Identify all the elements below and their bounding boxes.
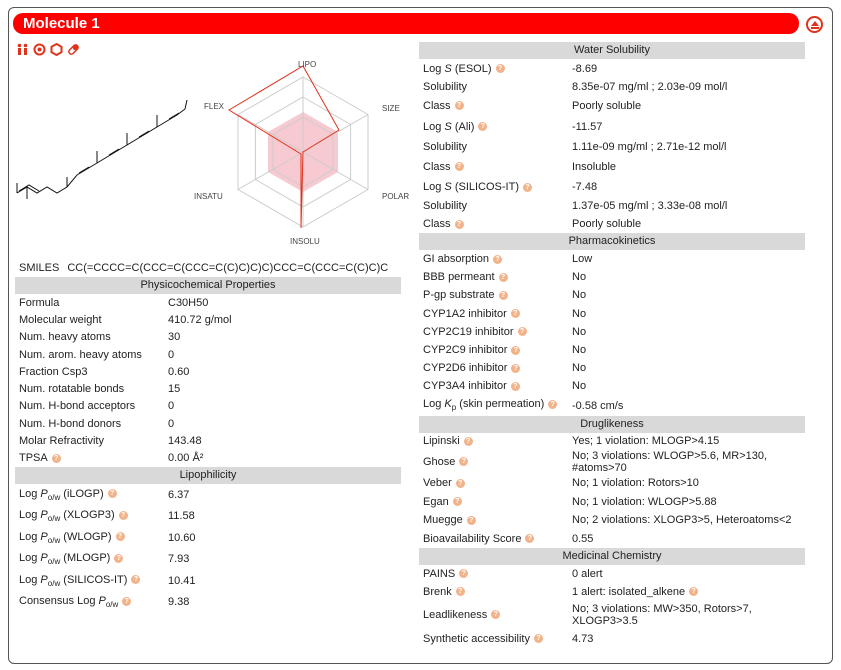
table-row [15, 311, 401, 328]
kp-label: Log $K_p$ (skin permeation) [423, 398, 545, 413]
row-value: 1 alert: isolated_alkene ? [569, 586, 805, 598]
table-row [419, 474, 805, 493]
table-row [15, 505, 401, 527]
table-row [15, 432, 401, 449]
row-value: Yes; 1 violation: MLOGP>4.15 [572, 435, 720, 447]
radar-label-flex: FLEX [204, 102, 225, 111]
table-row [419, 197, 805, 215]
row-label: Num. heavy atoms [19, 331, 111, 344]
left-column [15, 277, 401, 613]
help-icon[interactable]: ? [116, 532, 125, 541]
collapse-icon[interactable] [806, 16, 823, 33]
table-row [419, 156, 805, 177]
table-row [419, 96, 805, 115]
row-label: Synthetic accessibility ? [419, 633, 569, 645]
medchem-header: Medicinal Chemistry [419, 548, 805, 565]
row-label: BBB permeant ? [419, 271, 569, 283]
radar-label-insatu: INSATU [194, 192, 223, 201]
row-label: Num. rotatable bonds [19, 383, 125, 396]
table-row [15, 548, 401, 570]
people-icon[interactable] [16, 43, 29, 56]
row-value: No [572, 289, 587, 302]
help-icon[interactable]: ? [523, 183, 532, 192]
table-row [15, 398, 401, 415]
help-icon[interactable]: ? [534, 634, 543, 643]
row-label: Num. H-bond acceptors [19, 400, 136, 413]
row-value: 15 [168, 383, 181, 396]
help-icon[interactable]: ? [525, 534, 534, 543]
row-label: Muegge ? [419, 514, 569, 526]
row-value: No [572, 362, 587, 375]
row-label: Solubility [423, 200, 468, 212]
help-icon[interactable]: ? [511, 309, 520, 318]
table-row [419, 450, 805, 474]
molecule-structure-image [15, 95, 190, 210]
help-icon[interactable]: ? [464, 437, 473, 446]
row-label [15, 509, 165, 523]
right-column [419, 42, 805, 649]
help-icon[interactable]: ? [455, 220, 464, 229]
toolbar-icons [16, 43, 80, 57]
row-value: No [572, 307, 587, 320]
row-value: 143.48 [168, 435, 202, 448]
table-row [15, 363, 401, 380]
row-label: Molecular weight [19, 313, 102, 326]
table-row [419, 511, 805, 530]
logp-label: Log $P_{o/w}$ (iLOGP) [19, 487, 104, 502]
row-value: Insoluble [572, 160, 617, 173]
table-row [419, 530, 805, 548]
table-row [419, 583, 805, 601]
logs-label: Log S (SILICOS-IT) [423, 181, 519, 193]
table-row [419, 78, 805, 96]
row-value: 11.58 [168, 510, 195, 523]
hexagon-icon[interactable] [50, 43, 63, 56]
row-label: Class ? [419, 100, 569, 112]
table-row [15, 415, 401, 432]
row-value: 1.37e-05 mg/ml ; 3.33e-08 mol/l [572, 200, 728, 212]
help-icon[interactable]: ? [108, 489, 117, 498]
row-value: Poorly soluble [572, 218, 642, 230]
row-label: Veber ? [419, 477, 569, 489]
row-label: TPSA ? [15, 452, 165, 464]
row-label: Class ? [419, 161, 569, 173]
row-label: CYP2C9 inhibitor ? [419, 344, 569, 356]
row-value: No; 2 violations: XLOGP3>5, Heteroatoms<2 [572, 514, 792, 526]
logs-label: Log S (ESOL) [423, 62, 492, 75]
row-value: 10.60 [168, 531, 196, 544]
help-icon[interactable]: ? [496, 64, 505, 73]
help-icon[interactable]: ? [491, 610, 500, 619]
row-label [419, 181, 569, 193]
molecule-title: Molecule 1 [13, 13, 799, 34]
row-label: Num. H-bond donors [19, 417, 122, 430]
row-label: Class ? [419, 218, 569, 230]
row-value: 0 [168, 348, 175, 361]
row-label: CYP2D6 inhibitor ? [419, 362, 569, 374]
row-value: 9.38 [168, 596, 190, 609]
row-label: Num. arom. heavy atoms [19, 348, 142, 361]
row-label: Formula [19, 296, 60, 309]
row-label: Fraction Csp3 [19, 365, 88, 378]
radar-label-lipo: LIPO [298, 60, 317, 69]
help-icon[interactable]: ? [459, 569, 468, 578]
row-label: Solubility [423, 141, 468, 153]
logs-label: Log S (Ali) [423, 120, 475, 133]
row-value: 410.72 g/mol [168, 313, 232, 326]
logp-label: Log $P_{o/w}$ (WLOGP) [19, 530, 112, 545]
table-row [15, 380, 401, 397]
table-row [419, 323, 805, 341]
row-value: 0 [168, 417, 175, 430]
row-value: -8.69 [572, 62, 598, 75]
table-row [419, 629, 805, 649]
row-value: 0 [168, 400, 175, 413]
help-icon[interactable]: ? [499, 291, 508, 300]
row-value: -7.48 [572, 181, 598, 193]
row-label [15, 552, 165, 566]
target-icon[interactable] [33, 43, 46, 56]
table-row [15, 346, 401, 363]
row-label: GI absorption ? [419, 253, 569, 265]
row-value: -0.58 cm/s [572, 399, 624, 412]
radar-label-size: SIZE [382, 104, 400, 113]
help-icon[interactable]: ? [493, 255, 502, 264]
help-icon[interactable]: ? [689, 587, 698, 596]
row-value: Poorly soluble [572, 99, 642, 112]
row-label: CYP3A4 inhibitor ? [419, 380, 569, 392]
table-row [419, 286, 805, 304]
row-label [15, 574, 165, 588]
help-icon[interactable]: ? [455, 162, 464, 171]
row-value: No [572, 325, 587, 338]
row-label [419, 398, 569, 412]
row-value: 0.00 Å² [168, 452, 204, 465]
table-row [419, 601, 805, 629]
row-value: -11.57 [572, 120, 603, 133]
smiles-value: CC(=CCCC=C(CCC=C(CCC=C(C)C)C)C)CCC=C(CCC=C(C)C)C [67, 262, 389, 274]
row-value: 7.93 [168, 553, 190, 566]
table-row [15, 527, 401, 549]
pill-icon[interactable] [67, 43, 80, 56]
row-label [419, 63, 569, 75]
lipophilicity-header: Lipophilicity [15, 467, 401, 484]
help-icon[interactable]: ? [119, 511, 128, 520]
row-label: Ghose ? [419, 456, 569, 468]
row-label [419, 121, 569, 133]
physchem-header: Physicochemical Properties [15, 277, 401, 294]
table-row [15, 329, 401, 346]
row-label: Egan ? [419, 496, 569, 508]
table-row [419, 377, 805, 395]
row-label: CYP1A2 inhibitor ? [419, 308, 569, 320]
row-label: Solubility [423, 81, 468, 93]
logp-label: Log $P_{o/w}$ (SILICOS-IT) [19, 573, 128, 588]
help-icon[interactable]: ? [455, 101, 464, 110]
table-row [419, 215, 805, 233]
help-icon[interactable]: ? [511, 382, 520, 391]
row-value: No; 1 violation: WLOGP>5.88 [572, 495, 717, 508]
help-icon[interactable]: ? [499, 273, 508, 282]
radar-label-insolu: INSOLU [290, 237, 320, 246]
row-label: Molar Refractivity [19, 435, 104, 448]
help-icon[interactable]: ? [131, 575, 140, 584]
row-label [15, 488, 165, 502]
table-row [419, 493, 805, 511]
table-row [419, 359, 805, 377]
row-value: 6.37 [168, 488, 190, 501]
table-row [15, 484, 401, 506]
row-label: CYP2C19 inhibitor ? [419, 326, 569, 338]
bioavailability-radar [185, 57, 415, 247]
row-value: 4.73 [572, 632, 594, 645]
row-label: P-gp substrate ? [419, 289, 569, 301]
table-row [419, 396, 805, 416]
row-label: Leadlikeness ? [419, 609, 569, 621]
help-icon[interactable]: ? [511, 364, 520, 373]
table-row [419, 433, 805, 450]
row-value: 0.60 [168, 365, 190, 378]
help-icon[interactable]: ? [453, 497, 462, 506]
row-value: 10.41 [168, 574, 196, 587]
row-value: No [572, 344, 587, 357]
help-icon[interactable]: ? [456, 479, 465, 488]
table-row [15, 450, 401, 467]
row-label: Bioavailability Score ? [419, 533, 569, 545]
table-row [15, 294, 401, 311]
logp-label: Consensus Log $P_{o/w}$ [19, 595, 119, 610]
table-row [419, 305, 805, 323]
row-label: Brenk ? [419, 586, 569, 598]
logp-label: Log $P_{o/w}$ (MLOGP) [19, 552, 111, 567]
row-label: PAINS ? [419, 568, 569, 580]
radar-label-polar: POLAR [382, 192, 410, 201]
row-value: No; 3 violations: MW>350, Rotors>7, XLOGP3>3.5 [572, 602, 752, 627]
help-icon[interactable]: ? [518, 327, 527, 336]
table-row [419, 177, 805, 197]
smiles-row [19, 262, 399, 274]
help-icon[interactable]: ? [114, 554, 123, 563]
row-value: C30H50 [168, 296, 209, 309]
table-row [419, 268, 805, 286]
row-value: No [572, 380, 587, 393]
table-row [419, 341, 805, 359]
row-value: 0 alert [572, 567, 603, 580]
row-value: 1.11e-09 mg/ml ; 2.71e-12 mol/l [572, 141, 727, 153]
help-icon[interactable]: ? [478, 122, 487, 131]
smiles-label: SMILES [19, 262, 60, 274]
druglikeness-header: Druglikeness [419, 416, 805, 433]
row-label [15, 595, 165, 609]
help-icon[interactable]: ? [548, 400, 557, 409]
table-row [419, 59, 805, 78]
pharmacokinetics-header: Pharmacokinetics [419, 233, 805, 250]
table-row [419, 565, 805, 583]
table-row [419, 250, 805, 268]
help-icon[interactable]: ? [511, 346, 520, 355]
row-label: Lipinski ? [419, 435, 569, 447]
row-value: No [572, 271, 587, 284]
table-row [15, 591, 401, 613]
water-solubility-header: Water Solubility [419, 42, 805, 59]
row-value: No; 1 violation: Rotors>10 [572, 477, 699, 489]
table-row [15, 570, 401, 592]
row-label [15, 531, 165, 545]
row-value: 0.55 [572, 532, 594, 545]
logp-label: Log $P_{o/w}$ (XLOGP3) [19, 509, 115, 524]
help-icon[interactable]: ? [456, 587, 465, 596]
help-icon[interactable]: ? [52, 454, 61, 463]
table-row [419, 115, 805, 138]
row-value: 30 [168, 331, 181, 344]
row-value: No; 3 violations: WLOGP>5.6, MR>130, #atoms>70 [572, 449, 768, 474]
help-icon[interactable]: ? [459, 457, 468, 466]
help-icon[interactable]: ? [122, 597, 131, 606]
row-value: Low [572, 253, 593, 266]
help-icon[interactable]: ? [467, 516, 476, 525]
table-row [419, 138, 805, 156]
row-value: 8.35e-07 mg/ml ; 2.03e-09 mol/l [572, 81, 728, 93]
